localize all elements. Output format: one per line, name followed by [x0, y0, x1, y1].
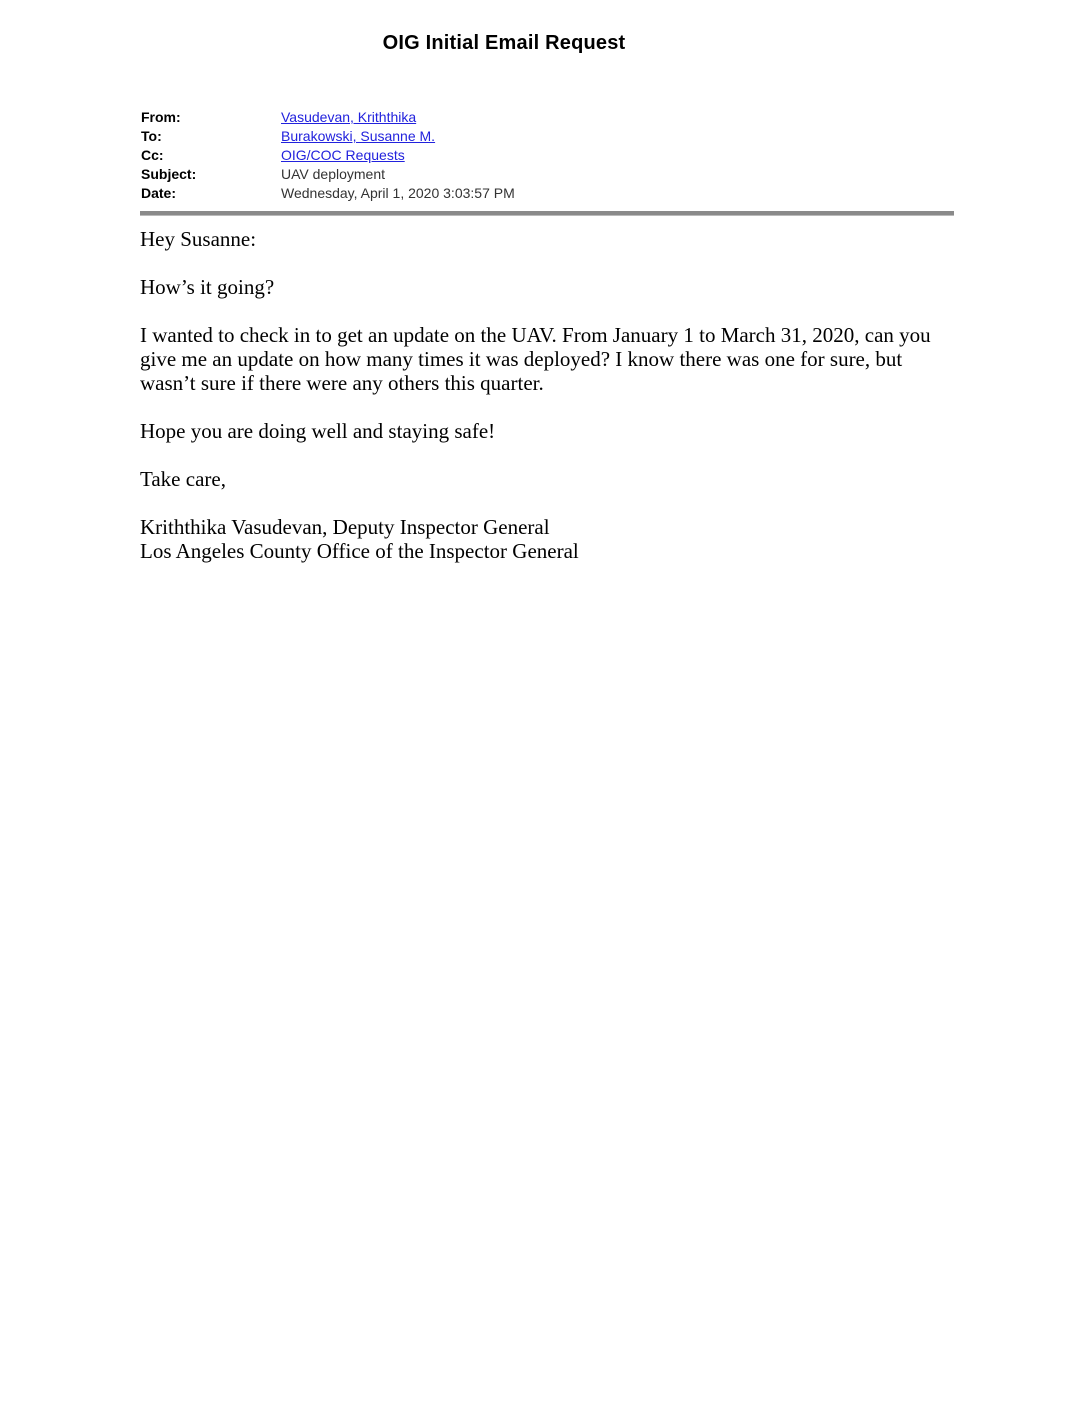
closing-paragraph: Take care, — [140, 467, 226, 491]
subject-value: UAV deployment — [281, 166, 386, 182]
email-header-row-subject — [141, 165, 515, 184]
cc-value-link[interactable]: OIG/COC Requests — [281, 147, 405, 163]
email-header-block — [141, 108, 515, 203]
request-paragraph: I wanted to check in to get an update on the UAV. From January 1 to March 31, 2020, can you give me an update on how many times it was deployed? I know there was one for sure, but wasn’t sure if there were any others this quarter. — [140, 323, 931, 395]
signature-block — [140, 515, 952, 563]
email-header-row-date — [141, 184, 515, 203]
from-value-link[interactable]: Vasudevan, Kriththika — [281, 109, 417, 125]
signature-name: Kriththika Vasudevan, Deputy Inspector General — [140, 515, 550, 539]
date-label: Date: — [141, 185, 177, 201]
email-header-row-from — [141, 108, 515, 127]
email-header-row-cc — [141, 146, 515, 165]
greeting-paragraph: Hey Susanne: — [140, 227, 257, 251]
cc-label: Cc: — [141, 147, 164, 163]
email-body — [140, 227, 952, 563]
to-value-link[interactable]: Burakowski, Susanne M. — [281, 128, 436, 144]
from-label: From: — [141, 109, 181, 125]
document-title: OIG Initial Email Request — [382, 32, 626, 54]
header-divider-rule — [140, 211, 954, 216]
question-paragraph: How’s it going? — [140, 275, 275, 299]
signature-org: Los Angeles County Office of the Inspector General — [140, 539, 579, 563]
date-value: Wednesday, April 1, 2020 3:03:57 PM — [281, 185, 515, 201]
email-header-row-to — [141, 127, 515, 146]
wellwish-paragraph: Hope you are doing well and staying safe! — [140, 419, 496, 443]
subject-label: Subject: — [141, 166, 197, 182]
to-label: To: — [141, 128, 162, 144]
